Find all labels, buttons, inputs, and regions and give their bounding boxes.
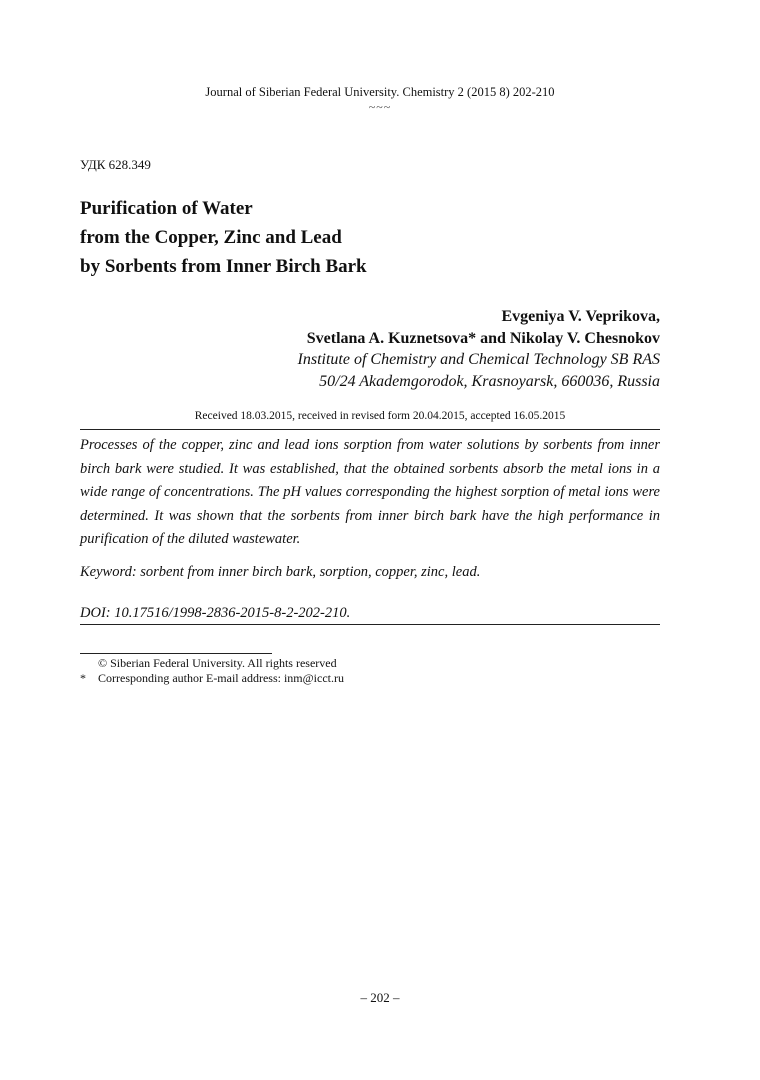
title-line-1: Purification of Water (80, 198, 253, 219)
paper-title (80, 194, 367, 281)
header-ornament: ~~~ (368, 100, 392, 114)
keywords: Keyword: sorbent from inner birch bark, sorption, copper, zinc, lead. (80, 564, 481, 580)
page-number: – 202 – (360, 990, 400, 1005)
received-dates: Received 18.03.2015, received in revised form 20.04.2015, accepted 16.05.2015 (194, 410, 566, 422)
affiliation-institute: Institute of Chemistry and Chemical Technology SB RAS (297, 351, 660, 368)
footnote-email: Corresponding author E-mail address: inm@icct.ru (98, 671, 344, 685)
title-line-2: from the Copper, Zinc and Lead (80, 227, 342, 248)
author-line-2: Svetlana A. Kuznetsova* and Nikolay V. Chesnokov (306, 329, 660, 347)
footnote-divider (80, 653, 272, 654)
abstract-bottom-divider (80, 624, 660, 625)
footnote-marker: * (80, 671, 86, 685)
abstract (80, 434, 660, 552)
abstract-text: Processes of the copper, zinc and lead ions sorption from water solutions by sorbents from inner birch bark were studied. It was established, that the obtained sorbents absorb the metal ions in a wide range of concentrations. The pH values corresponding the highest sorption of metal ions were determined. It was shown that the sorbents from inner birch bark have the high performance in purification of the diluted wastewater. (80, 437, 660, 548)
doi: DOI: 10.17516/1998-2836-2015-8-2-202-210. (80, 605, 351, 621)
authors-block (298, 306, 660, 392)
abstract-top-divider (80, 429, 660, 430)
footnote-copyright: © Siberian Federal University. All rights reserved (98, 656, 337, 670)
title-line-3: by Sorbents from Inner Birch Bark (80, 256, 367, 277)
journal-header: Journal of Siberian Federal University. Chemistry 2 (2015 8) 202-210 (205, 85, 555, 99)
udk-code: УДК 628.349 (80, 157, 151, 172)
affiliation-address: 50/24 Akademgorodok, Krasnoyarsk, 660036, Russia (319, 372, 660, 390)
author-line-1: Evgeniya V. Veprikova, (501, 308, 660, 325)
footnote-corresponding (80, 671, 344, 686)
